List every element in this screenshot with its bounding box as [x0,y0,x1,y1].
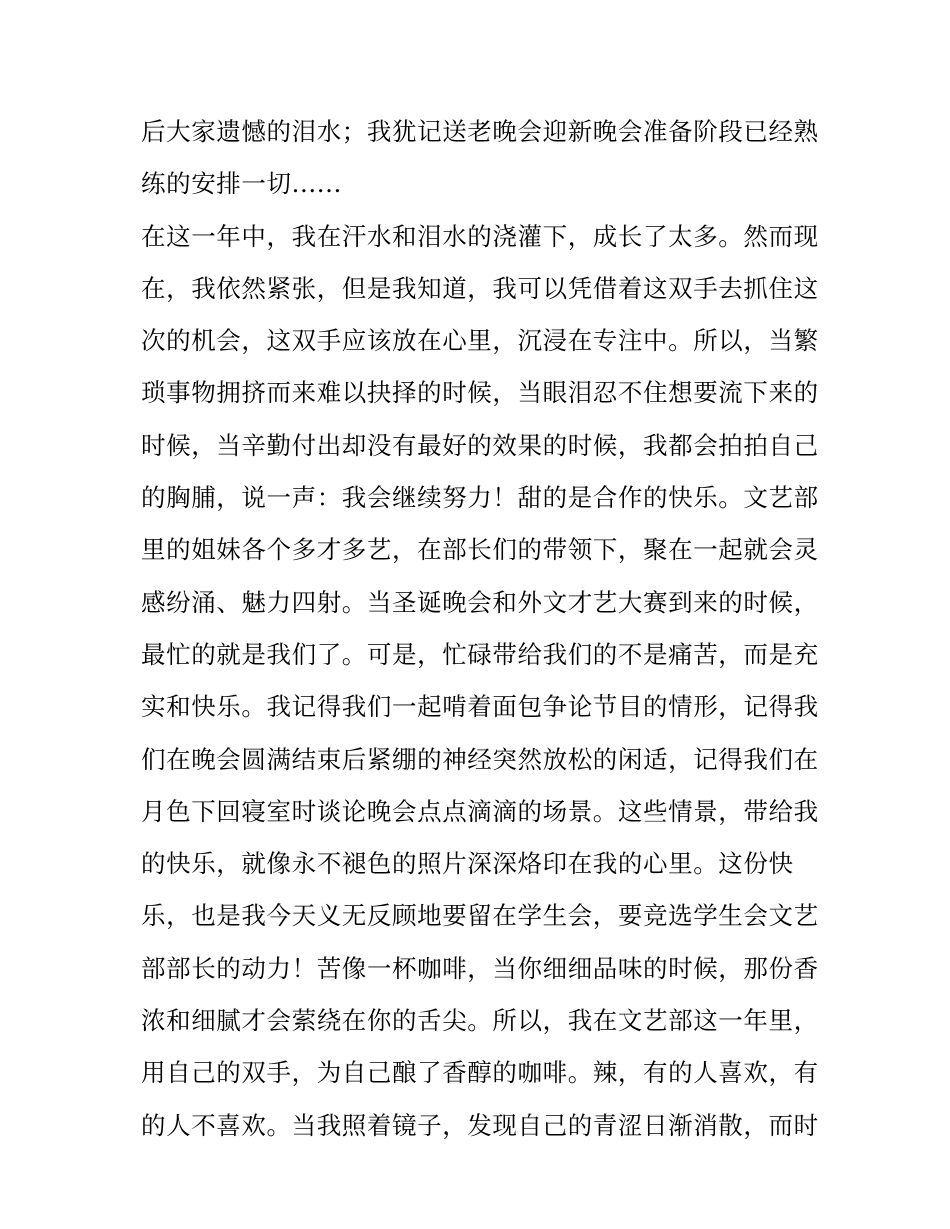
text-line: 的人不喜欢。当我照着镜子，发现自己的青涩日渐消散，而时 [141,1110,819,1140]
text-line: 浓和细腻才会萦绕在你的舌尖。所以，我在文艺部这一年里， [141,1006,819,1036]
text-line: 最忙的就是我们了。可是，忙碌带给我们的不是痛苦，而是充 [141,639,819,669]
text-line: 月色下回寝室时谈论晚会点点滴滴的场景。这些情景，带给我 [141,796,819,826]
text-line: 用自己的双手，为自己酿了香醇的咖啡。辣，有的人喜欢，有 [141,1058,819,1088]
body-text [141,106,821,1152]
text-line: 练的安排一切...... [141,169,342,199]
text-line: 乐，也是我今天义无反顾地要留在学生会，要竞选学生会文艺 [141,901,819,931]
text-line: 们在晚会圆满结束后紧绷的神经突然放松的闲适，记得我们在 [141,744,819,774]
text-line: 在，我依然紧张，但是我知道，我可以凭借着这双手去抓住这 [141,273,819,303]
text-line: 的快乐，就像永不褪色的照片深深烙印在我的心里。这份快 [141,849,794,879]
text-line: 的胸脯，说一声：我会继续努力！甜的是合作的快乐。文艺部 [141,483,819,513]
text-line: 时候，当辛勤付出却没有最好的效果的时候，我都会拍拍自己 [141,430,819,460]
text-line: 里的姐妹各个多才多艺，在部长们的带领下，聚在一起就会灵 [141,535,819,565]
text-line: 部部长的动力！苦像一杯咖啡，当你细细品味的时候，那份香 [141,953,819,983]
text-line: 后大家遗憾的泪水；我犹记送老晚会迎新晚会准备阶段已经熟 [141,117,819,146]
text-line: 次的机会，这双手应该放在心里，沉浸在专注中。所以，当繁 [141,326,819,356]
text-line: 感纷涌、魅力四射。当圣诞晚会和外文才艺大赛到来的时候， [141,587,819,617]
text-line: 琐事物拥挤而来难以抉择的时候，当眼泪忍不住想要流下来的 [141,378,819,408]
text-line: 在这一年中，我在汗水和泪水的浇灌下，成长了太多。然而现 [141,221,819,251]
text-line: 实和快乐。我记得我们一起啃着面包争论节目的情形，记得我 [141,692,819,722]
